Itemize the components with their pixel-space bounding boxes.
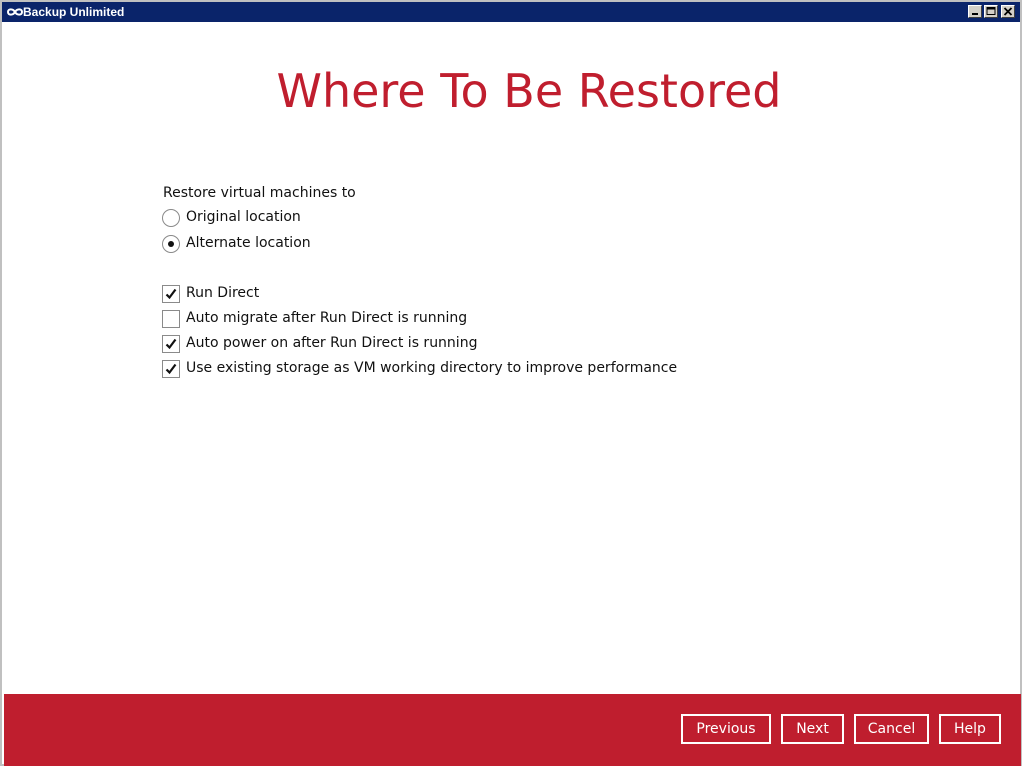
checkbox-label[interactable]: Auto migrate after Run Direct is running [186,310,468,326]
checkbox[interactable] [162,335,180,353]
checkbox[interactable] [162,360,180,378]
checkmark-icon [164,362,178,376]
minimize-icon [969,6,981,17]
minimize-button[interactable] [968,5,982,18]
title-bar[interactable] [2,2,1020,22]
checkmark-icon [164,337,178,351]
page-title: Where To Be Restored [276,64,782,118]
checkbox[interactable] [162,310,180,328]
radio-button-selected[interactable] [162,235,180,253]
infinity-icon [6,6,24,18]
radio-button[interactable] [162,209,180,227]
maximize-icon [985,6,997,17]
close-button[interactable] [1001,5,1015,18]
previous-button[interactable]: Previous [681,714,771,744]
checkmark-icon [164,287,178,301]
window-title: Backup Unlimited [23,5,125,19]
cancel-button[interactable]: Cancel [854,714,929,744]
checkbox[interactable] [162,285,180,303]
checkbox-label[interactable]: Auto power on after Run Direct is running [186,335,478,351]
help-button[interactable]: Help [939,714,1001,744]
restore-target-label: Restore virtual machines to [163,185,356,201]
next-button[interactable]: Next [781,714,844,744]
checkbox-label[interactable]: Run Direct [186,285,260,301]
close-icon [1002,6,1014,17]
radio-label[interactable]: Original location [186,209,301,225]
footer-bar [4,694,1021,766]
checkbox-label[interactable]: Use existing storage as VM working directory to improve performance [186,360,678,376]
radio-label[interactable]: Alternate location [186,235,311,251]
maximize-button[interactable] [984,5,998,18]
